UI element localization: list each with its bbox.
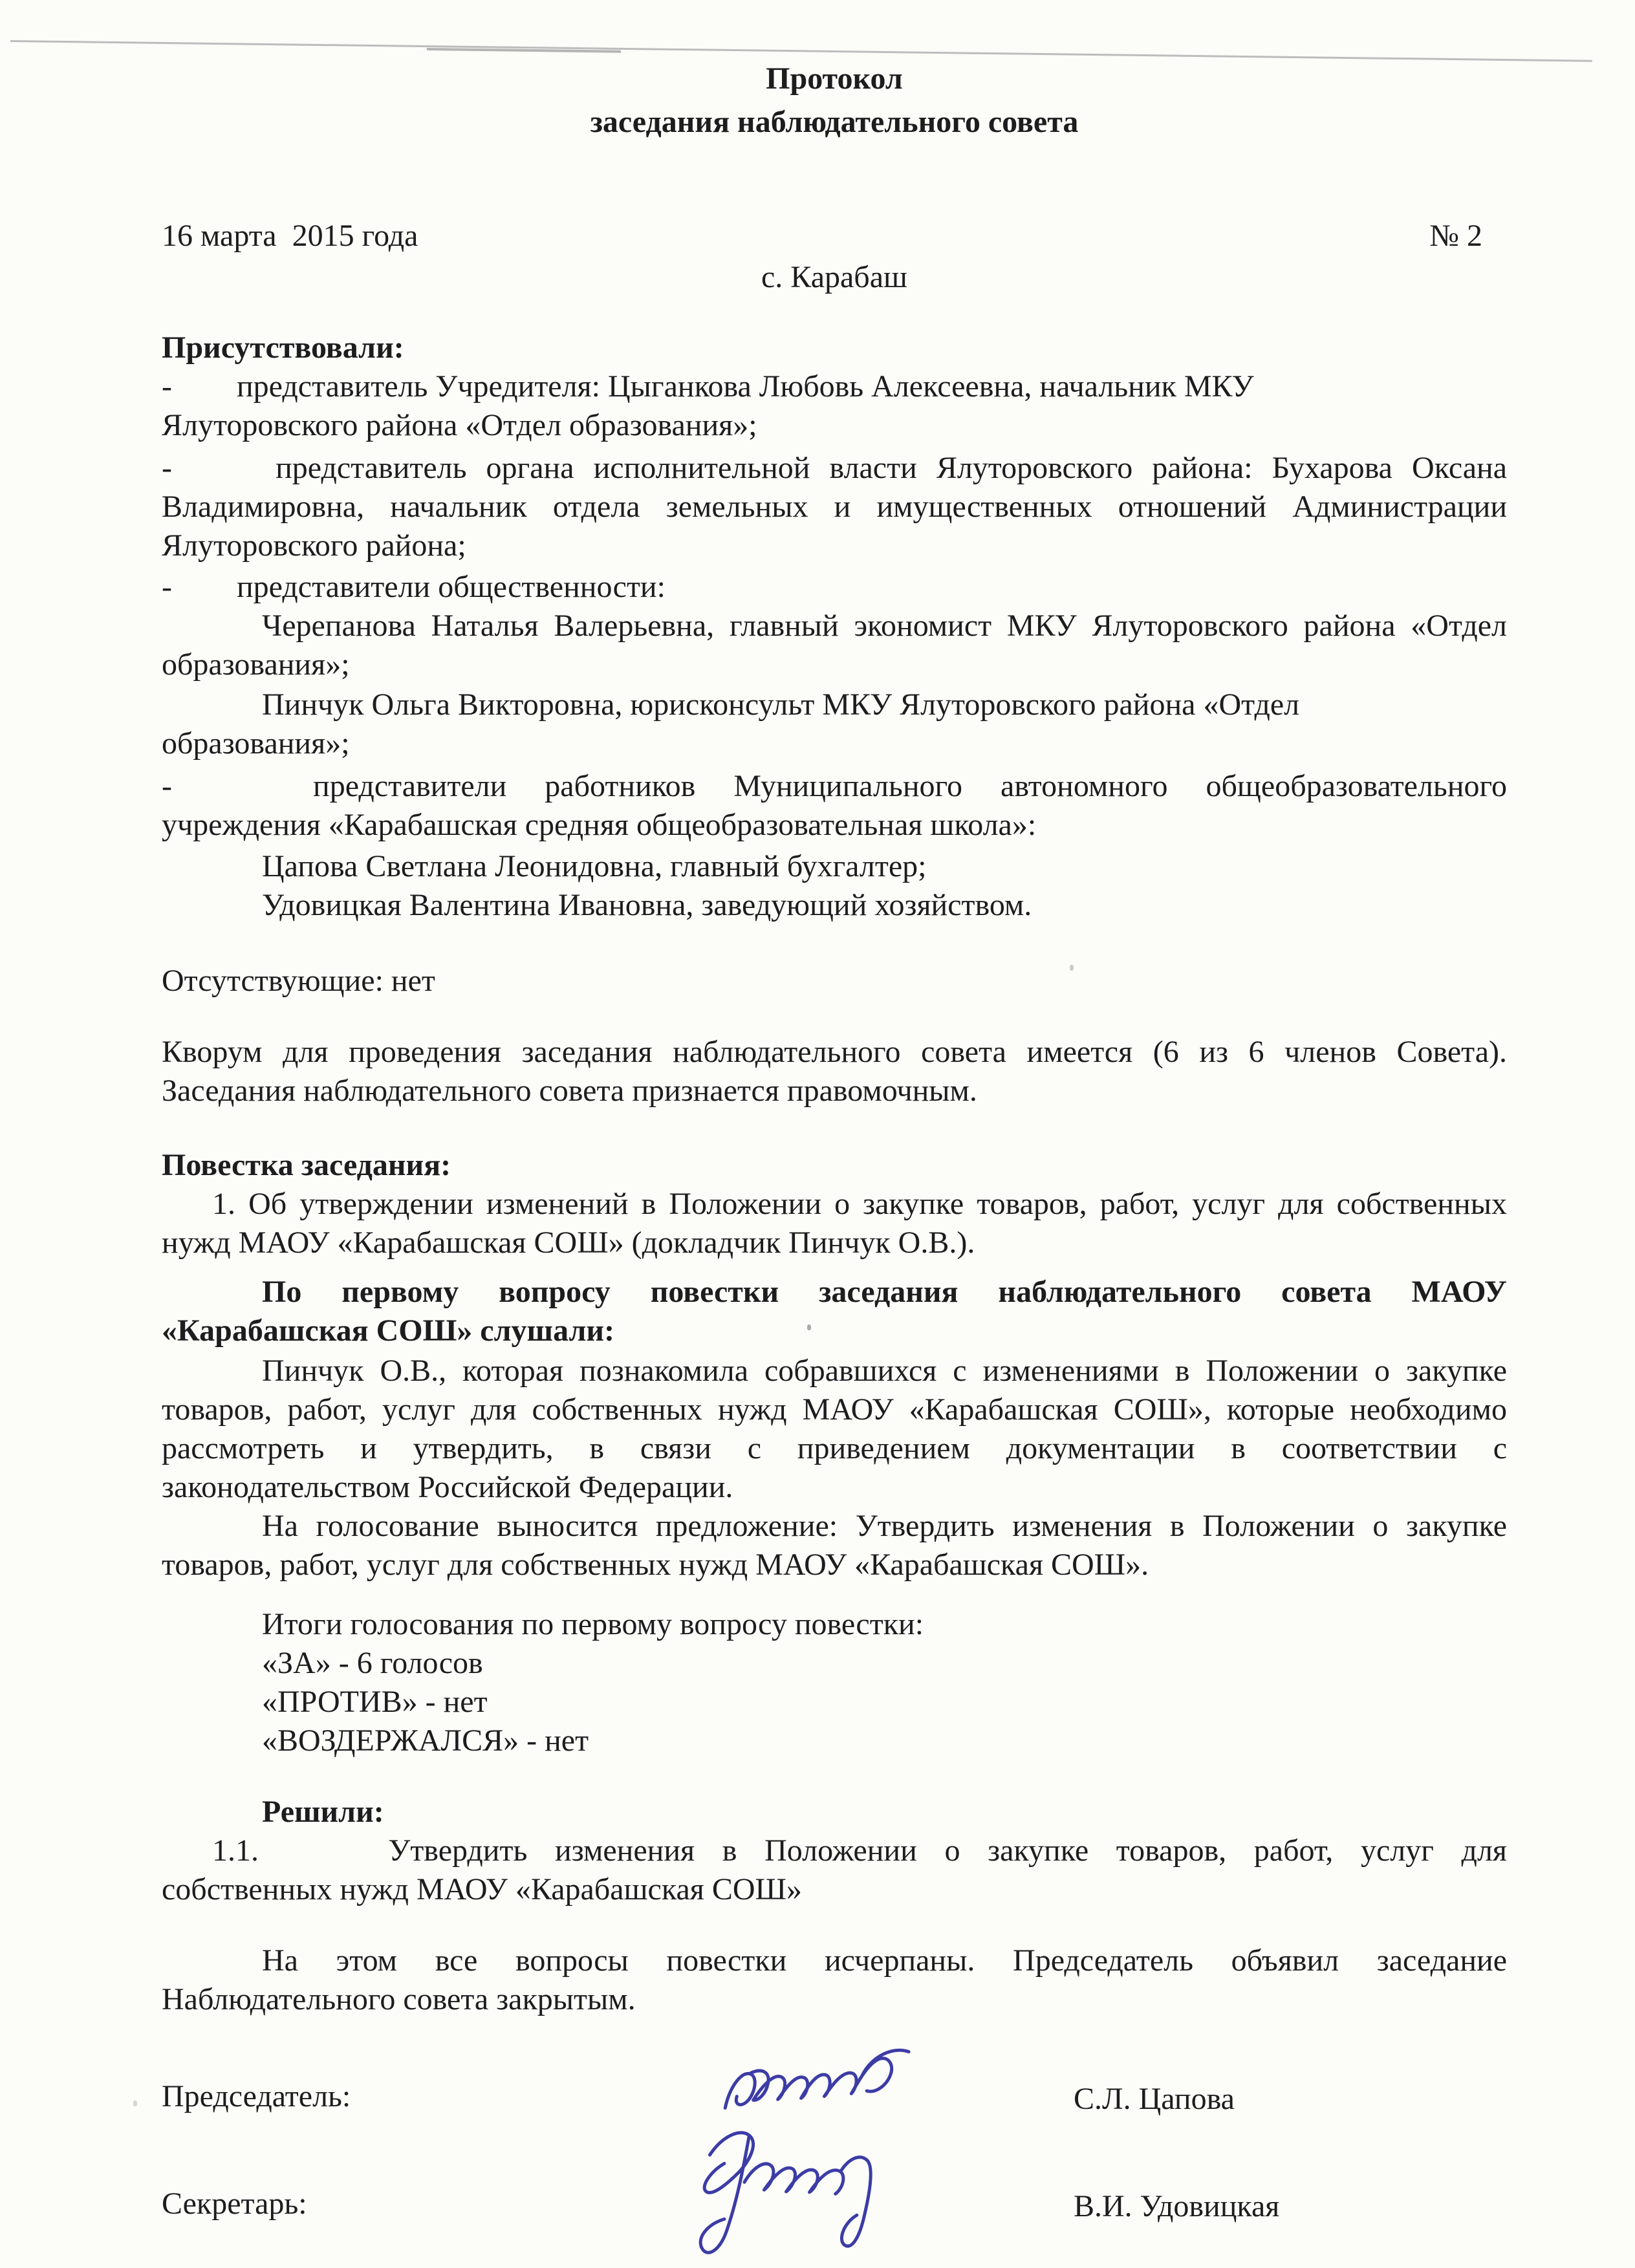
decision-item-number: 1.1. <box>212 1833 259 1868</box>
decision-item-continuation: собственных нужд МАОУ «Карабашская СОШ» <box>162 1872 802 1906</box>
doc-title-line2: заседания наблюдательного совета <box>590 105 1079 139</box>
vote-for: «ЗА» - 6 голосов <box>262 1646 483 1680</box>
attendee-member: Удовицкая Валентина Ивановна, заведующий хозяйством. <box>262 888 1032 922</box>
attendee-item-continuation: Владимировна, начальник отдела земельных и имущественных отношений Администрации <box>162 490 1507 524</box>
chairman-name: С.Л. Цапова <box>1074 2082 1235 2116</box>
agenda-item-continuation: нужд МАОУ «Карабашская СОШ» (докладчик Пинчук О.В.). <box>162 1226 975 1260</box>
attendee-member: Черепанова Наталья Валерьевна, главный экономист МКУ Ялуторовского района «Отдел <box>262 609 1507 643</box>
doc-date: 16 марта 2015 года <box>162 219 418 253</box>
doc-title-line1: Протокол <box>766 61 903 96</box>
scan-artifact-line <box>10 40 1592 62</box>
list-dash: - <box>162 369 172 404</box>
vote-abstained: «ВОЗДЕРЖАЛСЯ» - нет <box>262 1723 589 1758</box>
question1-heading-line2: «Карабашская СОШ» слушали: <box>162 1313 615 1348</box>
secretary-label: Секретарь: <box>162 2187 307 2221</box>
attendee-member: Цапова Светлана Леонидовна, главный бухгалтер; <box>262 849 927 883</box>
speech-line: законодательством Российской Федерации. <box>162 1470 733 1504</box>
attendee-text: представители работников Муниципального автономного общеобразовательного <box>313 769 1507 803</box>
secretary-signature-ink <box>680 2093 931 2268</box>
attendee-item <box>162 449 1507 488</box>
list-dash: - <box>162 451 172 485</box>
attendee-item <box>162 767 1507 806</box>
vote-against: «ПРОТИВ» - нет <box>262 1685 488 1719</box>
list-dash: - <box>162 570 172 604</box>
proposal-line: На голосование выносится предложение: Утвердить изменения в Положении о закупке <box>262 1509 1507 1543</box>
speech-line: Пинчук О.В., которая познакомила собравшихся с изменениями в Положении о закупке <box>262 1354 1507 1388</box>
list-dash: - <box>162 769 172 803</box>
closing-line: Наблюдательного совета закрытым. <box>162 1982 636 2016</box>
question1-heading-line1: По первому вопросу повестки заседания наблюдательного совета МАОУ <box>262 1275 1507 1309</box>
scan-speck <box>133 2101 137 2106</box>
agenda-item <box>162 1185 1507 1224</box>
absent-line: Отсутствующие: нет <box>162 964 435 998</box>
speech-line: товаров, работ, услуг для собственных нужд МАОУ «Карабашская СОШ», которые необходимо <box>162 1392 1507 1427</box>
agenda-item-number: 1. <box>212 1187 235 1221</box>
attendee-item-continuation: учреждения «Карабашская средняя общеобразовательная школа»: <box>162 808 1037 842</box>
attendee-member-continuation: образования»; <box>162 726 350 761</box>
attendee-member-continuation: образования»; <box>162 647 350 682</box>
agenda-item-text: Об утверждении изменений в Положении о закупке товаров, работ, услуг для собственных <box>248 1187 1507 1221</box>
decision-item-text: Утвердить изменения в Положении о закупке товаров, работ, услуг для <box>388 1833 1508 1868</box>
doc-place: с. Карабаш <box>761 260 907 294</box>
secretary-name: В.И. Удовицкая <box>1074 2189 1280 2223</box>
quorum-line: Заседания наблюдательного совета признается правомочным. <box>162 1074 977 1108</box>
attendees-heading: Присутствовали: <box>162 330 404 365</box>
chairman-label: Председатель: <box>162 2079 351 2113</box>
decision-heading: Решили: <box>262 1795 384 1829</box>
attendee-text: представитель Учредителя: Цыганкова Любовь Алексеевна, начальник МКУ <box>236 369 1254 404</box>
attendee-item-continuation: Ялуторовского района «Отдел образования»; <box>162 408 757 442</box>
voting-heading: Итоги голосования по первому вопросу повестки: <box>262 1607 924 1641</box>
attendee-item <box>162 568 1507 607</box>
doc-number: № 2 <box>1429 219 1482 253</box>
quorum-line: Кворум для проведения заседания наблюдательного совета имеется (6 из 6 членов Совета). <box>162 1035 1507 1069</box>
attendee-text: представители общественности: <box>236 570 666 604</box>
proposal-line: товаров, работ, услуг для собственных нужд МАОУ «Карабашская СОШ». <box>162 1548 1149 1582</box>
attendee-item <box>162 367 1507 406</box>
decision-item <box>162 1831 1507 1870</box>
attendee-text: представитель органа исполнительной власти Ялуторовского района: Бухарова Оксана <box>276 451 1507 485</box>
agenda-heading: Повестка заседания: <box>162 1148 451 1182</box>
closing-line: На этом все вопросы повестки исчерпаны. Председатель объявил заседание <box>262 1943 1507 1978</box>
speech-line: рассмотреть и утвердить, в связи с приведением документации в соответствии с <box>162 1431 1507 1465</box>
attendee-item-continuation: Ялуторовского района; <box>162 528 466 563</box>
attendee-member: Пинчук Ольга Викторовна, юрисконсульт МКУ Ялуторовского района «Отдел <box>262 687 1300 722</box>
